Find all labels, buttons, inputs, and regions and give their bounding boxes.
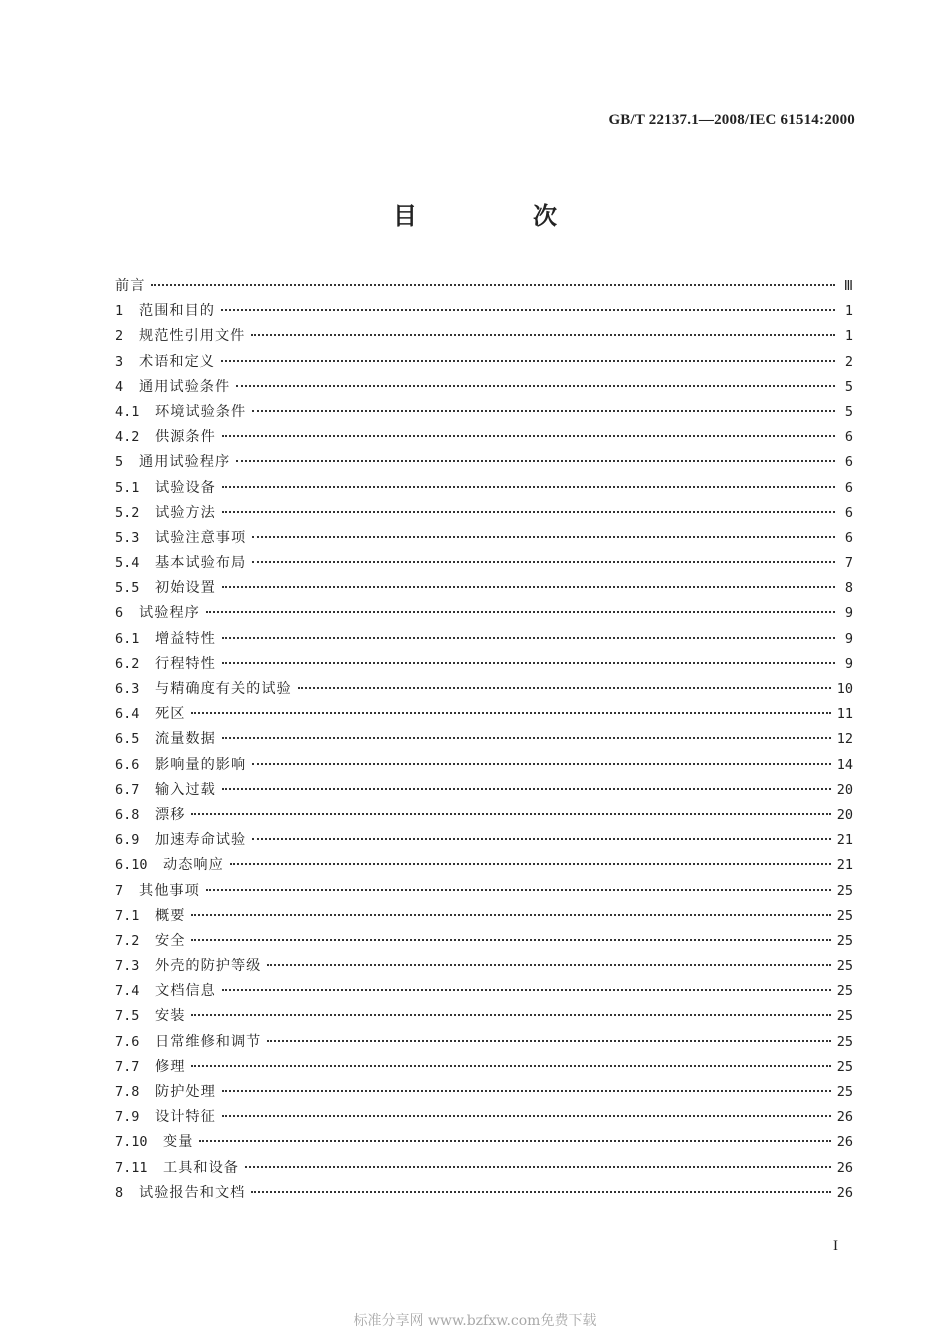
toc-entry[interactable] [115, 299, 853, 324]
toc-entry[interactable] [115, 1105, 853, 1130]
toc-page-number: 8 [844, 580, 853, 597]
toc-label: 基本试验布局 [155, 555, 247, 572]
toc-page-number: 26 [836, 1184, 853, 1201]
toc-section-number: 6.5 [115, 731, 140, 748]
toc-entry[interactable] [115, 476, 853, 501]
toc-section-number: 2 [115, 328, 124, 345]
dot-leader [252, 763, 831, 765]
toc-label: 概要 [155, 907, 186, 924]
toc-section-number: 6.1 [115, 630, 140, 647]
dot-leader [267, 1040, 830, 1042]
toc-entry[interactable] [115, 979, 853, 1004]
toc-entry[interactable] [115, 1004, 853, 1029]
page-number: I [833, 1238, 838, 1254]
table-of-contents [115, 274, 853, 1206]
dot-leader [222, 788, 831, 790]
toc-section-number: 6.3 [115, 681, 140, 697]
toc-label: 漂移 [155, 806, 186, 823]
toc-label: 供源条件 [155, 429, 216, 446]
toc-entry[interactable] [115, 929, 853, 954]
dot-leader [191, 939, 830, 941]
dot-leader [222, 989, 831, 991]
toc-label: 加速寿命试验 [155, 832, 247, 849]
toc-page-number: 9 [844, 630, 853, 647]
dot-leader [191, 813, 830, 815]
toc-page-number: 11 [836, 706, 853, 723]
toc-entry[interactable] [115, 425, 853, 450]
toc-page-number: 9 [844, 605, 853, 622]
dot-leader [267, 964, 830, 966]
toc-section-number: 7.5 [115, 1008, 140, 1025]
toc-section-number: 7 [115, 882, 124, 899]
dot-leader [199, 1140, 830, 1142]
toc-entry[interactable] [115, 879, 853, 904]
toc-label: 影响量的影响 [155, 756, 247, 773]
dot-leader [252, 838, 831, 840]
toc-label: 动态响应 [163, 857, 224, 874]
toc-page-number: 26 [836, 1134, 853, 1151]
toc-label: 试验报告和文档 [139, 1184, 246, 1201]
toc-section-number: 4 [115, 378, 124, 395]
toc-page-number: 25 [836, 1033, 853, 1050]
toc-label: 防护处理 [155, 1084, 216, 1100]
toc-page-number: 2 [844, 353, 853, 370]
toc-section-number: 6.8 [115, 806, 140, 823]
dot-leader [206, 889, 831, 891]
toc-entry[interactable] [115, 526, 853, 551]
toc-entry[interactable] [115, 1130, 853, 1155]
toc-page-number: 20 [836, 806, 853, 823]
toc-page-number: 25 [836, 932, 853, 949]
toc-entry[interactable] [115, 450, 853, 475]
toc-label: 试验程序 [139, 605, 200, 622]
toc-label: 死区 [155, 706, 186, 723]
toc-entry[interactable] [115, 601, 853, 626]
toc-page-number: 10 [836, 681, 853, 697]
toc-page-number: 25 [836, 1084, 853, 1100]
toc-label: 通用试验条件 [139, 378, 231, 395]
toc-page-number: 7 [844, 555, 853, 572]
toc-entry[interactable] [115, 778, 853, 803]
toc-section-number: 4.1 [115, 403, 140, 420]
toc-label: 试验设备 [155, 479, 216, 496]
toc-section-number: 7.4 [115, 983, 140, 1000]
toc-entry[interactable] [115, 677, 853, 702]
toc-section-number: 1 [115, 303, 124, 320]
toc-label: 试验注意事项 [155, 529, 247, 546]
toc-entry[interactable] [115, 551, 853, 576]
dot-leader [222, 737, 831, 739]
toc-section-number: 7.6 [115, 1033, 140, 1050]
toc-page-number: 12 [836, 731, 853, 748]
dot-leader [191, 1014, 830, 1016]
toc-section-number: 6 [115, 605, 124, 622]
toc-section-number: 5.1 [115, 479, 140, 496]
toc-section-number: 5.4 [115, 555, 140, 572]
toc-label: 文档信息 [155, 983, 216, 1000]
toc-page-number: 25 [836, 958, 853, 975]
toc-section-number: 6.2 [115, 655, 140, 672]
dot-leader [222, 1090, 831, 1092]
dot-leader [230, 863, 831, 865]
toc-label: 日常维修和调节 [155, 1033, 262, 1050]
toc-section-number: 6.4 [115, 706, 140, 723]
toc-page-number: 14 [836, 756, 853, 773]
toc-label: 外壳的防护等级 [155, 958, 262, 975]
toc-label: 范围和目的 [139, 303, 215, 320]
toc-entry[interactable] [115, 576, 853, 601]
toc-page-number: 25 [836, 1008, 853, 1025]
toc-section-number: 6.6 [115, 756, 140, 773]
toc-section-number: 4.2 [115, 429, 140, 446]
toc-section-number: 5.5 [115, 580, 140, 597]
toc-page-number: 5 [844, 378, 853, 395]
toc-page-number: 21 [836, 857, 853, 874]
toc-section-number: 7.7 [115, 1058, 140, 1075]
dot-leader [222, 637, 835, 639]
toc-label: 初始设置 [155, 580, 216, 597]
dot-leader [222, 435, 835, 437]
toc-page-number: 26 [836, 1159, 853, 1176]
toc-section-number: 6.7 [115, 781, 140, 798]
toc-entry[interactable] [115, 501, 853, 526]
toc-entry[interactable] [115, 828, 853, 853]
toc-entry[interactable] [115, 627, 853, 652]
toc-page-number: 20 [836, 781, 853, 798]
dot-leader [151, 284, 835, 286]
toc-label: 变量 [163, 1134, 194, 1151]
dot-leader [252, 561, 835, 563]
dot-leader [252, 536, 835, 538]
dot-leader [221, 309, 835, 311]
dot-leader [251, 1191, 830, 1193]
toc-label: 试验方法 [155, 504, 216, 521]
toc-label: 修理 [155, 1058, 186, 1075]
toc-page-number: 6 [844, 429, 853, 446]
toc-page-number: 26 [836, 1109, 853, 1126]
dot-leader [222, 1115, 831, 1117]
toc-page-number: 25 [836, 907, 853, 924]
toc-label: 输入过载 [155, 781, 216, 798]
dot-leader [245, 1166, 831, 1168]
toc-entry[interactable] [115, 1030, 853, 1055]
toc-section-number: 7.3 [115, 958, 140, 975]
toc-section-number: 7.9 [115, 1109, 140, 1126]
toc-entry[interactable] [115, 954, 853, 979]
toc-entry[interactable] [115, 274, 853, 299]
standard-code: GB/T 22137.1—2008/IEC 61514:2000 [608, 112, 855, 128]
toc-entry[interactable] [115, 1156, 853, 1181]
toc-entry[interactable] [115, 853, 853, 878]
toc-entry[interactable] [115, 1181, 853, 1206]
toc-label: 行程特性 [155, 655, 216, 672]
toc-entry[interactable] [115, 702, 853, 727]
toc-entry[interactable] [115, 375, 853, 400]
toc-entry[interactable] [115, 324, 853, 349]
toc-page-number: 25 [836, 882, 853, 899]
toc-section-number: 5.3 [115, 529, 140, 546]
toc-section-number: 7.1 [115, 907, 140, 924]
toc-entry[interactable] [115, 1080, 853, 1105]
toc-entry[interactable] [115, 1055, 853, 1080]
toc-page-number: 25 [836, 983, 853, 1000]
toc-label: 与精确度有关的试验 [155, 681, 292, 697]
toc-label: 设计特征 [155, 1109, 216, 1126]
toc-section-number: 6.10 [115, 857, 148, 874]
toc-page-number: Ⅲ [843, 278, 853, 294]
dot-leader [191, 712, 830, 714]
dot-leader [298, 687, 831, 689]
toc-label: 规范性引用文件 [139, 328, 246, 345]
page-title: 目 次 [393, 201, 603, 230]
toc-label: 安装 [155, 1008, 186, 1025]
toc-label: 通用试验程序 [139, 454, 231, 471]
toc-page-number: 6 [844, 479, 853, 496]
dot-leader [236, 385, 835, 387]
dot-leader [191, 914, 830, 916]
toc-section-number: 3 [115, 353, 124, 370]
toc-page-number: 6 [844, 529, 853, 546]
dot-leader [222, 486, 835, 488]
toc-section-number: 7.11 [115, 1159, 148, 1176]
toc-section-number: 7.8 [115, 1084, 140, 1100]
toc-label: 增益特性 [155, 630, 216, 647]
toc-page-number: 6 [844, 454, 853, 471]
toc-page-number: 9 [844, 655, 853, 672]
dot-leader [222, 586, 835, 588]
toc-page-number: 1 [844, 328, 853, 345]
toc-section-number: 7.2 [115, 932, 140, 949]
toc-page-number: 1 [844, 303, 853, 320]
toc-section-number: 7.10 [115, 1134, 148, 1151]
toc-label: 前言 [115, 278, 146, 294]
toc-section-number: 5.2 [115, 504, 140, 521]
toc-entry[interactable] [115, 350, 853, 375]
toc-entry[interactable] [115, 803, 853, 828]
toc-page-number: 25 [836, 1058, 853, 1075]
toc-label: 安全 [155, 932, 186, 949]
toc-page-number: 21 [836, 832, 853, 849]
toc-label: 流量数据 [155, 731, 216, 748]
dot-leader [221, 360, 835, 362]
toc-entry[interactable] [115, 400, 853, 425]
toc-page-number: 5 [844, 403, 853, 420]
toc-page-number: 6 [844, 504, 853, 521]
toc-entry[interactable] [115, 753, 853, 778]
toc-section-number: 5 [115, 454, 124, 471]
dot-leader [206, 611, 835, 613]
toc-section-number: 6.9 [115, 832, 140, 849]
toc-entry[interactable] [115, 904, 853, 929]
toc-label: 其他事项 [139, 882, 200, 899]
toc-section-number: 8 [115, 1184, 124, 1201]
dot-leader [236, 460, 835, 462]
dot-leader [222, 511, 835, 513]
toc-label: 工具和设备 [163, 1159, 239, 1176]
toc-entry[interactable] [115, 652, 853, 677]
dot-leader [251, 334, 835, 336]
toc-label: 环境试验条件 [155, 403, 247, 420]
toc-label: 术语和定义 [139, 353, 215, 370]
dot-leader [252, 410, 835, 412]
toc-entry[interactable] [115, 727, 853, 752]
watermark: 标准分享网 www.bzfxw.com免费下载 [353, 1313, 597, 1329]
dot-leader [222, 662, 835, 664]
dot-leader [191, 1065, 830, 1067]
